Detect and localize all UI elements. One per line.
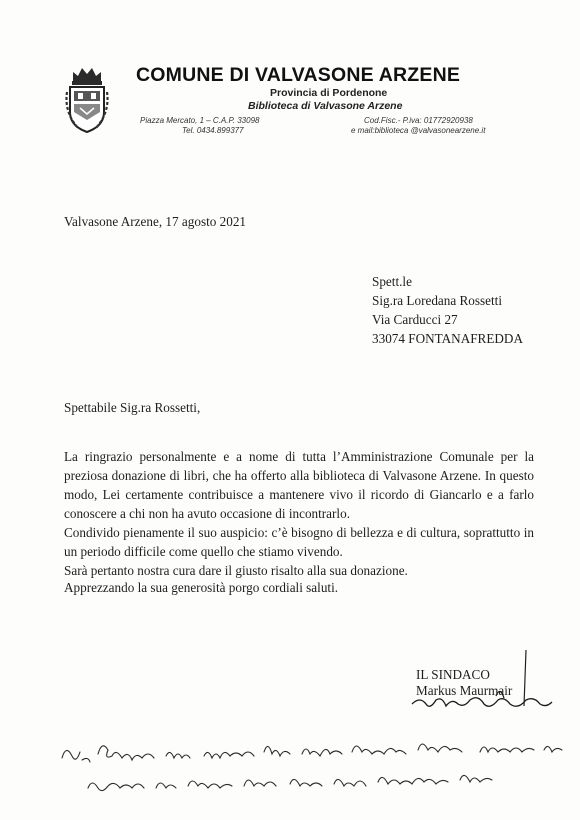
letter-body: [64, 447, 534, 580]
coat-of-arms-icon: [64, 64, 110, 136]
recipient-block: [372, 272, 523, 348]
province-name: Provincia di Pordenone: [270, 87, 388, 99]
recipient-street: Via Carducci 27: [372, 312, 458, 327]
postal-address: Piazza Mercato, 1 – C.A.P. 33098: [140, 116, 260, 125]
place-and-date: Valvasone Arzene, 17 agosto 2021: [64, 214, 247, 229]
recipient-name: Sig.ra Loredana Rossetti: [372, 293, 503, 308]
handwritten-postscript: [58, 730, 578, 820]
library-name: Biblioteca di Valvasone Arzene: [248, 100, 403, 112]
tax-code: Cod.Fisc.- P.iva: 01772920938: [364, 116, 473, 125]
signatory-title: IL SINDACO: [416, 667, 490, 682]
closing-line: Apprezzando la sua generosità porgo cordiali saluti.: [64, 580, 339, 595]
email-address: e mail:biblioteca @valvasonearzene.it: [351, 126, 486, 135]
signatory-name: Markus Maurmair: [416, 683, 513, 698]
paragraph: Condivido pienamente il suo auspicio: c’è bisogno di bellezza e di cultura, soprattutto in un periodo difficile come quello che stiamo vivendo.: [64, 525, 534, 559]
organization-title: COMUNE DI VALVASONE ARZENE: [136, 64, 461, 86]
handwritten-signature: [400, 646, 560, 726]
paragraph: Sarà pertanto nostra cura dare il giusto risalto alla sua donazione.: [64, 563, 408, 578]
paragraph: La ringrazio personalmente e a nome di tutta l’Amministrazione Comunale per la preziosa donazione di libri, che ha offerto alla biblioteca di Valvasone Arzene. In questo modo, Lei certamente contribuisce a mantenere vivo il ricordo di Giancarlo e a farlo conoscere a chi non ha avuto occasione di incontrarlo.: [64, 449, 534, 521]
recipient-city: 33074 FONTANAFREDDA: [372, 331, 523, 346]
telephone: Tel. 0434.899377: [182, 126, 244, 135]
recipient-prefix: Spett.le: [372, 274, 412, 289]
salutation: Spettabile Sig.ra Rossetti,: [64, 400, 201, 415]
